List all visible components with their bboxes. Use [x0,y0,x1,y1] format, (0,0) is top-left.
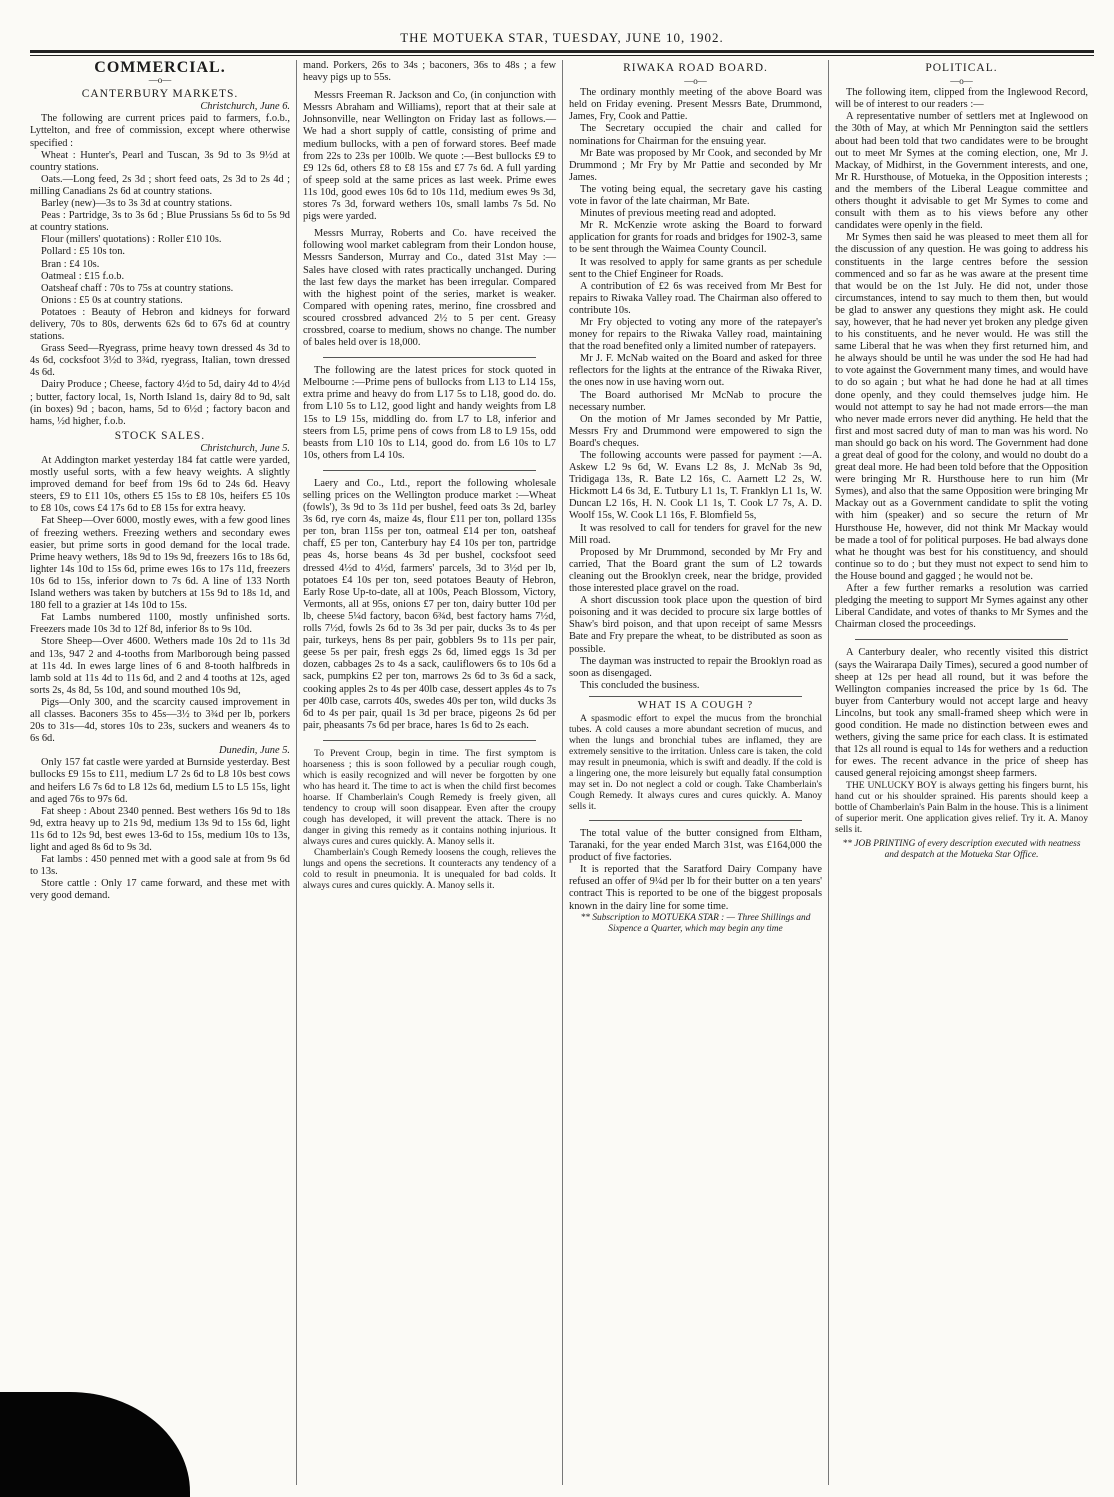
market-price-item: Grass Seed—Ryegrass, prime heavy town dressed 4s 3d to 4s 6d, cocksfoot 3½d to 3¾d, ryegrass, Italian, town dressed 4s 6d. [30,343,290,379]
riwaka-paragraph: Minutes of previous meeting read and adopted. [580,208,776,220]
divider [589,696,802,697]
market-price-item: Potatoes : Beauty of Hebron and kidneys for forward delivery, 70s to 80s, derwents 62s 6d to 67s 6d at country stations. [30,306,290,343]
paragraph-wool-cablegram: Messrs Murray, Roberts and Co. have received the following wool market cablegram from their London house, Messrs Sanderson, Murray and Co., dated 31st May :—Sales have closed with rates practically unchanged. During the last few days the market has been irregular. Compared with the highest point of the series, market is weaker. Compared with opening rates, merino, fine crossbred and scoured crossbred advanced 2½ to 5 per cent. Greasy crossbred, coarse to medium, shows no change. The number of bales held over is 18,000. [303,228,556,349]
butter-paragraph: The total value of the butter consigned from Eltham, Taranaki, for the year ended March 31st, was £164,000 the product of five factories. [569,827,822,864]
paragraph-melbourne-prices: The following are the latest prices for stock quoted in Melbourne :—Prime pens of bullocks from L13 to L14 15s, extra prime and heavy do from L17 5s to L18, good do. do. from L10 5s to L12, good light and handy weights from L8 15s to L9 15s, middling do. from L7 to L8, inferior and steers from L5, prime pens of cows from L8 to L9 15s, odd beasts from L10 10s to L14, good do. from L6 10s to L7 10s, others from L4 10s. [303,365,556,461]
riwaka-paragraph: This concluded the business. [580,679,700,691]
heading-political: POLITICAL. [925,62,998,74]
riwaka-paragraph: Mr R. McKenzie wrote asking the Board to forward application for grants for roads and bridges for 1902-3, same to be sent through the Waimea County Council. [569,220,822,256]
riwaka-paragraph: It was resolved to apply for same grants as per schedule sent to the Chief Engineer for Roads. [569,256,822,280]
column-commercial [30,60,296,1485]
section-title-commercial: COMMERCIAL. [94,60,226,76]
market-price-item: Oats.—Long feed, 2s 3d ; short feed oats, 2s 3d to 2s 4d ; milling Canadians 2s 6d at country stations. [30,173,290,197]
dunedin-sale-item: Store cattle : Only 17 came forward, and these met with very good demand. [30,878,290,902]
riwaka-paragraph: The voting being equal, the secretary gave his casting vote in favor of the late chairman, Mr Bate. [569,183,822,208]
divider [323,357,536,358]
divider [589,820,802,821]
market-price-item: Bran : £4 10s. [41,258,100,270]
dunedin-sale-item: Fat sheep : About 2340 penned. Best wethers 16s 9d to 18s 9d, extra heavy up to 21s 9d, medium 13s 9d to 15s 6d, light 11s 6d to 12s 9d, best ewes 13-6d to 15s, medium 10s to 13s, light and aged 8s 6d to 9s 3d. [30,805,290,853]
market-price-item: Oatmeal : £15 f.o.b. [41,270,125,282]
riwaka-paragraph: It was resolved to call for tenders for gravel for the new Mill road. [569,522,822,546]
riwaka-paragraph: A contribution of £2 6s was received from Mr Best for repairs to Riwaka Valley road. The Chairman also offered to contribute 10s. [569,280,822,316]
butter-paragraph: It is reported that the Saratford Dairy Company have refused an offer of 9¼d per lb for their butter on a ten years' contract This is reported to be one of the biggest proposals known in the dairy line for some time. [569,864,822,912]
political-paragraph: After a few further remarks a resolution was carried pledging the meeting to support Mr Symes against any other Liberal Candidate, and votes of thanks to Mr Symes and the Chairman closed the proceedings. [835,583,1088,631]
stock-sale-item: Store Sheep—Over 4600. Wethers made 10s 2d to 11s 3d and 13s, 947 2 and 4-tooths from Marlborough being passed at 11s 4d. In ewes large lines of 6 and 8-tooth halfbreds in lamb sold at 11s 4d to 11s 6d, and 2 and 4 tooths at 12s, aged sorts 2s, 4s 8d, 5s 10d, and sound mouthed 10s 9d, [30,636,290,696]
paragraph-canterbury-dealer: A Canterbury dealer, who recently visited this district (says the Wairarapa Daily Times), secured a good number of sheep at 12s per head all round, but it was before the Wellington companies increased the price by 1s 6d. The buyer from Canterbury would not accept large and heavy Lincolns, but took any small-framed sheep which were in good condition. He made no distinction between ewes and wethers, giving the same price for each class. It is estimated that 12s all round is equal to 14s for wethers and a reduction for ewes. The recent advance in the price of sheep has caused general rejoicing amongst sheep farmers. [835,647,1088,780]
riwaka-paragraph: The dayman was instructed to repair the Brooklyn road as soon as disengaged. [569,655,822,679]
riwaka-paragraph: Mr J. F. McNab waited on the Board and asked for three reflectors for the lights at the entrance of the Riwaka River, the ones now in use having worn out. [569,353,822,389]
advert-croup: To Prevent Croup, begin in time. The first symptom is hoarseness ; this is soon followed by a peculiar rough cough, which is easily recognized and will never be forgotten by one who has heard it. The time to act is when the child first becomes hoarse. If Chamberlain's Cough Remedy is freely given, all tendency to croup will soon disappear. Even after the croupy cough has developed, it will prevent the attack. There is no danger in giving this remedy as it contains nothing injurious. It always cures and cures quickly. A. Manoy sells it. [303,747,556,847]
market-price-item: Peas : Partridge, 3s to 3s 6d ; Blue Prussians 5s 6d to 5s 9d at country stations. [30,210,290,234]
market-price-item: Pollard : £5 10s ton. [41,246,125,258]
stock-list [30,455,290,745]
riwaka-paragraph: Proposed by Mr Drummond, seconded by Mr Fry and carried, That the Board grant the sum of L2 towards cleaning out the Brooklyn creek, near the bridge, provided those interested place gravel on the road. [569,546,822,595]
advert-what-is-a-cough: A spasmodic effort to expel the mucus from the bronchial tubes. A cold causes a more abundant secretion of mucus, and when the lungs and bronchial tubes are inflamed, they are extremely sensitive to the irritation. Unless care is taken, the cold may result in pneumonia, which is swift and deadly. If the cold is a lingering one, the more leisurely but equally fatal consumption may set in. Do not neglect a cold or cough. Take Chamberlain's Cough Remedy. It always cures and cures quickly. A. Manoy sells it. [569,712,822,812]
advert-unlucky-boy: THE UNLUCKY BOY is always getting his fingers burnt, his hand cut or his shoulder sprained. His parents should keep a bottle of Chamberlain's Pain Balm in the house. This is a liniment of superior merit. One application gives relief. Try it. A. Manoy sells it. [835,780,1088,836]
divider [323,740,536,741]
paragraph: mand. Porkers, 26s to 34s ; baconers, 36s to 48s ; a few heavy pigs up to 55s. [303,60,556,84]
masthead: THE MOTUEKA STAR, TUESDAY, JUNE 10, 1902. [400,30,724,45]
stock-sale-item: Pigs—Only 300, and the scarcity caused improvement in all classes. Baconers 35s to 45s—3½ to 3¾d per lb, porkers 20s to 31s—4d, stores 10s to 23s, suckers and weaners 4s to 6s 6d. [30,696,290,745]
markets-list [30,113,290,427]
dunedin-sale-item: Fat lambs : 450 penned met with a good sale at from 9s 6d to 13s. [30,854,290,878]
stock-sale-item: Fat Sheep—Over 6000, mostly ewes, with a few good lines of freezing wethers. Freezing wethers and secondary ewes easier, but prime sorts in good demand for the local trade. Prime heavy wethers, 18s 9d to 19s 9d, freezers 16s to 18s 6d, lighter 14s 10d to 15s 6d, prime ewes 16s to 17s 11d, freezers 10s 6d to 15s, inferior down to 7s 6d. A line of 133 North Island wethers was taken by butchers at 15s 9d to 18s 1d, and 180 fell to a grazier at 14s 10d to 15s. [30,515,290,612]
dateline: Christchurch, June 6. [200,101,290,113]
job-printing-notice: ** JOB PRINTING of every description executed with neatness and despatch at the Motueka Star Office. [842,839,1081,861]
riwaka-paragraph: The ordinary monthly meeting of the above Board was held on Friday evening. Present Messrs Bate, Drummond, James, Fry, Cook and Pattie. [569,87,822,123]
column-political [828,60,1094,1485]
heading-canterbury-markets: CANTERBURY MARKETS. [81,88,239,101]
political-paragraph: A representative number of settlers met at Inglewood on the 30th of May, at which Mr Pennington said the settlers about had been told that two candidates were to be brought out to meet Mr Symes at the coming election, one, Mr J. Mackay, of Midhirst, in the Government interests, and one, Mr R. Hursthouse, of Motueka, in the Opposition interests ; and the members of the Liberal League committee and others thought it advisable to get Mr Symes to come and consult with them as to his views before any other candidates were openly in the field. [835,111,1088,232]
political-report [835,87,1088,631]
market-price-item: Dairy Produce ; Cheese, factory 4½d to 5d, dairy 4d to 4½d ; butter, factory local, 1s, North Island 1s, dairy 8d to 9d, salt (in boxes) 9d ; bacon, hams, 5d to 6½d ; factory bacon and hams, ½d higher, f.o.b. [30,379,290,427]
market-price-item: Oatsheaf chaff : 70s to 75s at country stations. [41,282,234,294]
masthead-rule [30,50,1094,56]
political-paragraph: The following item, clipped from the Inglewood Record, will be of interest to our readers :— [835,87,1088,111]
heading-what-is-a-cough: WHAT IS A COUGH ? [637,699,754,711]
paragraph-wellington-produce: Laery and Co., Ltd., report the following wholesale selling prices on the Wellington produce market :—Wheat (fowls'), 3s 9d to 3s 11d per bushel, feed oats 3s 2d, barley 3s 6d, rye corn 4s, maize 4s, flour £11 per ton, pollard 135s per ton, bran 115s per ton, oatmeal £14 per ton, oatsheaf chaff, £5 per ton, Canterbury hay £4 10s per ton, partridge peas 4s, horse beans 4s 3d per bushel, cocksfoot seed dressed 4½d to 4½d, farmers' parcels, 3d to 3½d per lb, potatoes £4 10s per ton, seed potatoes Beauty of Hebron, Early Rose Up-to-date, all at 100s, Peach Blossom, Victory, Vermonts, all at 95s, onions £7 per ton, dairy butter 10d per lb, cheese 5¼d factory, bacon 6¾d, best factory hams 7½d, rolls 7½d, fowls 2s 6d to 3s 3d per pair, ducks 3s to 4s per pair, turkeys, hens 8s per pair, gobblers 9s to 11s per pair, geese 5s per pair, fresh eggs 2s 6d, limed eggs 1s 3d per dozen, cabbages 2s to 4s a sack, cauliflowers 6s to 10s 6d a sack, pumpkins £2 per ton, marrows 2s 6d to 3s 6d a sack, cooking apples 2s to 4s per 40lb case, dessert apples 4s to 7s per 40lb case, carrots 40s, swedes 40s per ton, wild ducks 3s 6d to 4s per pair, quail 1s 3d per brace, pigeons 2s 6d per pair, pheasants 7s 6d per brace, hares 1s 6d to 2s each. [303,477,556,731]
divider: —o— [950,76,973,87]
divider [855,639,1068,640]
page-columns [30,60,1094,1485]
column-riwaka [562,60,828,1485]
subscription-notice: ** Subscription to MOTUEKA STAR : — Three Shillings and Sixpence a Quarter, which may begin any time [580,912,811,934]
divider [323,470,536,471]
paragraph-freeman-jackson: Messrs Freeman R. Jackson and Co, (in conjunction with Messrs Abraham and Williams), report that at their sale at Johnsonville, near Wellington on Friday last as follows.—We had a short supply of cattle, consisting of prime and medium bullocks, with a pen of forward stores. Beef made from 22s to 23s per 100lb. We quote :—Best bullocks £9 to £9 12s 6d, others £8 to £8 15s and £7 7s 6d. A full yarding of speep sold at the same prices as last week. Prime ewes 11s 10d, good ewes 10s 6d to 10s 11d, medium ewes 9s 3d, stores 7s 3d, forward wethers 10s, small lambs 7s 5d. No pigs were yarded. [303,90,556,223]
riwaka-paragraph: Mr Fry objected to voting any more of the ratepayer's money for repairs to the Riwaka Valley road, maintaining that the road benefited only a limited number of ratepayers. [569,316,822,353]
riwaka-paragraph: The Board authorised Mr McNab to procure the necessary number. [569,389,822,413]
market-price-item: Onions : £5 0s at country stations. [41,294,183,306]
advert-cough-remedy: Chamberlain's Cough Remedy loosens the cough, relieves the lungs and opens the secretions. It counteracts any tendency of a cold to result in pneumonia. It is unequaled for bad colds. It always cures and cures quickly. A. Manoy sells it. [303,846,556,891]
riwaka-paragraph: A short discussion took place upon the question of bird poisoning and it was decided to procure six large bottles of Shaw's bird poison, and that upon receipt of same Messrs Bate and Fry prepare the wheat, to be distributed as soon as possible. [569,595,822,655]
dateline: Christchurch, June 5. [200,442,290,454]
riwaka-paragraph: On the motion of Mr James seconded by Mr Pattie, Messrs Fry and Drummond were empowered to sign the Board's cheques. [569,413,822,449]
heading-riwaka-road-board: RIWAKA ROAD BOARD. [623,62,768,74]
stock-sale-item: At Addington market yesterday 184 fat cattle were yarded, mostly useful sorts, with a few heavy weights. A slightly improved demand for beef from 19s 6d to 24s 6d. Heavy steers, £9 to £11 10s, others £5 15s to £8 10s, heifers £5 10s to £8 10s, cows £4 17s 6d to £8 15s for extra heavy. [30,455,290,515]
political-paragraph: Mr Symes then said he was pleased to meet them all for the discussion of any question. He was going to address his constituents in the large centres before the session commenced and so far as he was aware at the present time that would be on the 1st July. He did not, under those circumstances, intend to say much to them then, but would be glad to answer any questions they might ask. He could say, however, that he had never yet broken any pledge given to his constituents, and he never would. He was still the same Liberal that he was when they first returned him, and he always should be until he was under the sod He had had to vote against the Government many times, and would have to do so again ; but what he had done he had at all times done openly, and they could themselves judge him. He would not attempt to say he had not made errors—the man who never made errors never did anything. He held that the first and most sacred duty of man to man was his word. No man should go back on his word. The Government had done a great deal of good for the colony, and would no doubt do a great deal more. He had been told before that the Opposition were bringing Mr R. Hursthouse here to run him (Mr Symes), and also that the same Opposition were bringing Mr Mackay out as a Government candidate to split the voting with him (speaker) and so secure the return of Mr Hursthouse He, however, did not think Mr Mackay would be made a tool of for political purposes. He bad always done what he thought was best for his constituency, and should continue so to do ; but they must not expect to send him to the House bound and gagged ; he would not be. [835,232,1088,582]
divider: —o— [148,75,172,86]
riwaka-paragraph: Mr Bate was proposed by Mr Cook, and seconded by Mr Drummond ; Mr Fry by Mr Pattie and seconded by Mr James. [569,147,822,183]
riwaka-report [569,87,822,692]
riwaka-paragraph: The following accounts were passed for payment :—A. Askew L2 9s 6d, W. Evans L2 8s, J. McNab 3s 9d, Tridigaga 13s, R. Bate L2 16s, C. Aarnett L2 2s, W. Hickmott L4 6s 3d, E. Tutbury L1 1s, T. Franklyn L1 1s, W. Duncan L2 16s, H. N. Cook L1 1s, T. Cook L7 7s, A. D. Woolf 15s, W. Cook L1 16s, F. Blomfield 5s, [569,450,822,522]
riwaka-paragraph: The Secretary occupied the chair and called for nominations for Chairman for the ensuing year. [569,123,822,147]
dateline: Dunedin, June 5. [219,745,290,757]
dunedin-sale-item: Only 157 fat castle were yarded at Burnside yesterday. Best bullocks £9 15s to £11, medium L7 2s 6d to L8 10s best cows and heifers L6 7s 6d to L8 12s 6d, medium L5 to L5 15s, light and aged 76s to 97s 6d. [30,757,290,805]
market-price-item: Wheat : Hunter's, Pearl and Tuscan, 3s 9d to 3s 9½d at country stations. [30,149,290,173]
column-markets-continued [296,60,562,1485]
market-price-item: The following are current prices paid to farmers, f.o.b., Lyttelton, and free of commission, except where otherwise specified : [30,113,290,149]
butter-news [569,828,822,913]
divider: —o— [684,76,707,87]
heading-stock-sales: STOCK SALES. [114,429,206,442]
market-price-item: Flour (millers' quotations) : Roller £10 10s. [41,234,222,246]
dunedin-list [30,757,290,902]
market-price-item: Barley (new)—3s to 3s 3d at country stations. [41,198,233,210]
stock-sale-item: Fat Lambs numbered 1100, mostly unfinished sorts. Freezers made 10s 3d to 12f 8d, inferior 8s to 9s 10d. [30,612,290,636]
